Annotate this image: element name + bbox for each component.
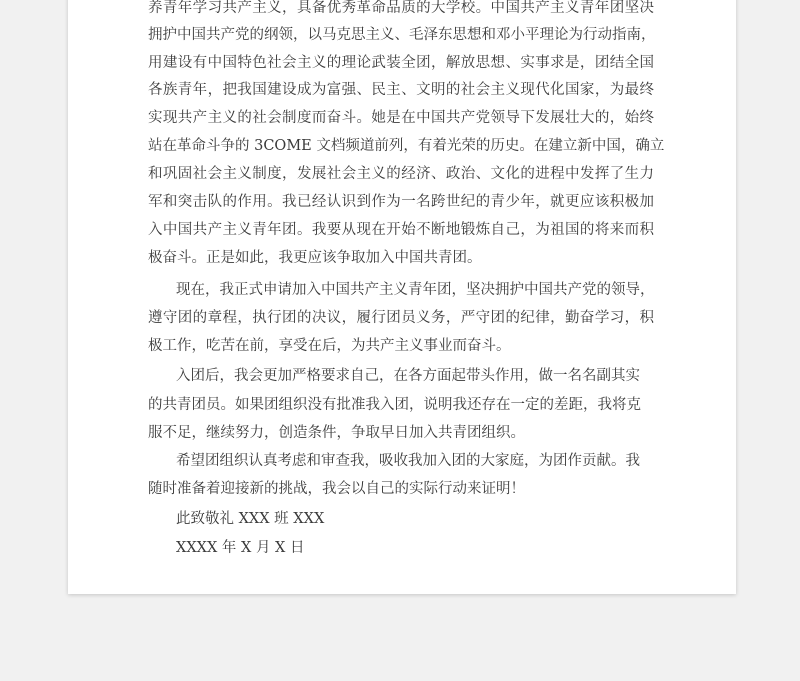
paragraph-start-line: 希望团组织认真考虑和审查我，吸收我加入团的大家庭，为团作贡献。我 [176,453,640,469]
text-line: 拥护中国共产党的纲领，以马克思主义、毛泽东思想和邓小平理论为行动指南， [148,27,656,43]
paragraph-start-line: 现在，我正式申请加入中国共产主义青年团，坚决拥护中国共产党的领导， [176,282,655,298]
text-line: 实现共产主义的社会制度而奋斗。她是在中国共产党领导下发展壮大的，始终 [148,110,654,126]
text-line: 遵守团的章程，执行团的决议，履行团员义务，严守团的纪律，勤奋学习，积 [148,310,654,326]
text-line: 入中国共产主义青年团。我要从现在开始不断地锻炼自己，为祖国的将来而积 [148,222,654,238]
text-line: 服不足，继续努力，创造条件，争取早日加入共青团组织。 [148,425,525,441]
closing-salutation: 此致敬礼 XXX 班 XXX [176,511,325,527]
text-line: 用建设有中国特色社会主义的理论武装全团，解放思想、实事求是，团结全国 [148,55,654,71]
text-line: 随时准备着迎接新的挑战，我会以自己的实际行动来证明！ [148,481,525,497]
paragraph-start-line: 入团后，我会更加严格要求自己，在各方面起带头作用，做一名名副其实 [176,368,640,384]
text-line: 养青年学习共产主义，具备优秀革命品质的大学校。中国共产主义青年团坚决 [148,0,654,16]
text-line: 极工作，吃苦在前，享受在后，为共产主义事业而奋斗。 [148,338,511,354]
text-line: 极奋斗。正是如此，我更应该争取加入中国共青团。 [148,250,482,266]
text-line: 各族青年，把我国建设成为富强、民主、文明的社会主义现代化国家，为最终 [148,82,654,98]
text-line: 的共青团员。如果团组织没有批准我入团，说明我还存在一定的差距，我将克 [148,397,641,413]
letter-date: XXXX 年 X 月 X 日 [176,540,305,556]
text-line: 站在革命斗争的 3COME 文档频道前列，有着光荣的历史。在建立新中国，确立 [148,138,665,154]
text-line: 和巩固社会主义制度，发展社会主义的经济、政治、文化的进程中发挥了生力 [148,166,654,182]
text-line: 军和突击队的作用。我已经认识到作为一名跨世纪的青少年，就更应该积极加 [148,194,654,210]
